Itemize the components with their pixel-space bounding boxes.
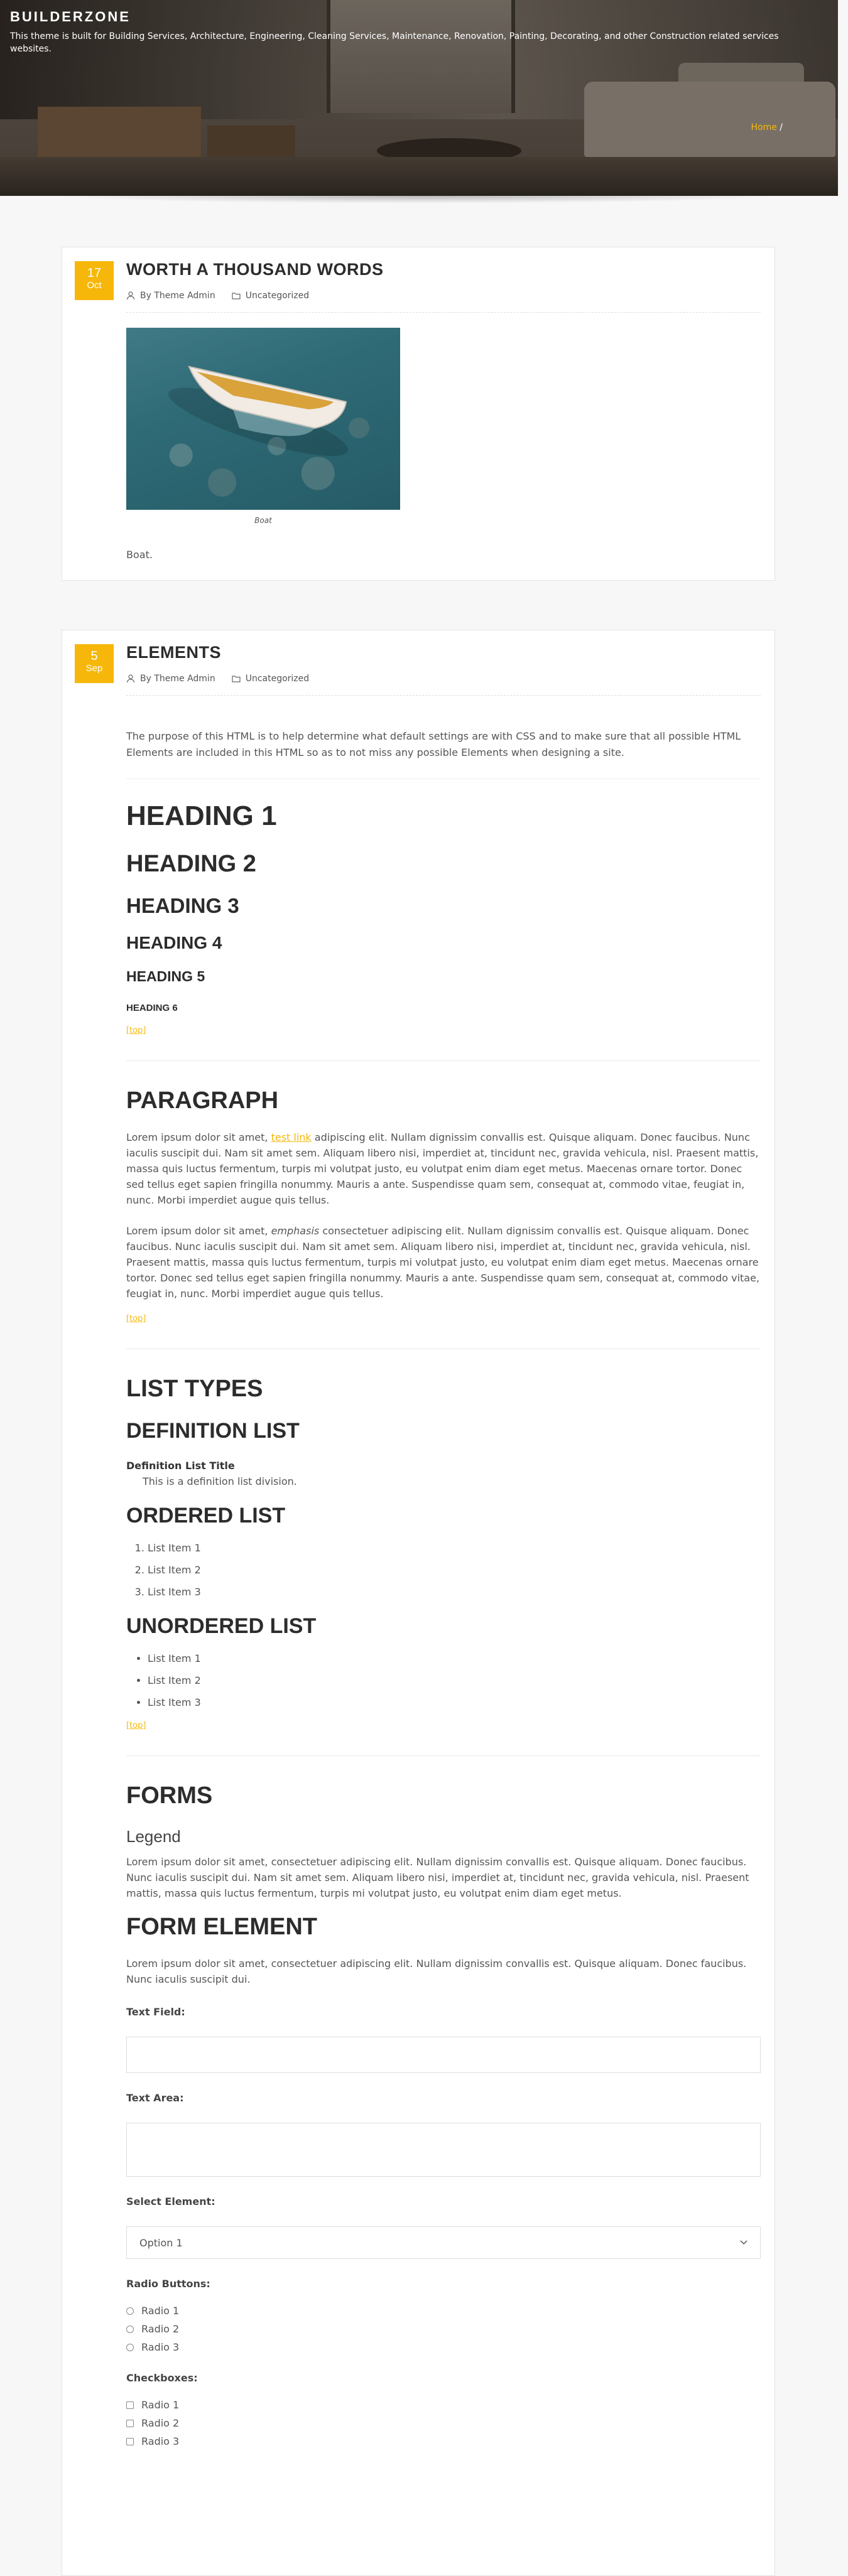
- text-area-input[interactable]: [126, 2123, 761, 2177]
- breadcrumb-home-link[interactable]: Home: [751, 122, 777, 132]
- folder-icon: [232, 674, 241, 683]
- definition-description: This is a definition list division.: [143, 1475, 297, 1487]
- forms-paragraph: Lorem ipsum dolor sit amet, consectetuer adipiscing elit. Nullam dignissim convallis est. Quisque aliquam. Donec faucibus. Nunc iaculis suscipit dui. Nam sit amet sem. Aliquam libero nisi, imperdiet at, tincidunt nec, gravida vehicula, nisl. Praesent mattis, massa quis luctus fermentum, turpis mi volutpat justo, eu volutpat enim diam eget metus.: [126, 1856, 749, 1899]
- heading-2: HEADING 2: [126, 851, 256, 877]
- list-item: • List Item 2: [148, 1674, 761, 1686]
- form-legend: Legend: [126, 1827, 181, 1846]
- breadcrumb: [751, 122, 783, 132]
- forms-heading: FORMS: [126, 1782, 213, 1809]
- definition-list-heading: DEFINITION LIST: [126, 1419, 300, 1443]
- text-field-label: Text Field:: [126, 2006, 185, 2018]
- heading-4: HEADING 4: [126, 933, 222, 952]
- top-link[interactable]: [top]: [126, 1314, 146, 1323]
- radio-option[interactable]: [126, 2305, 761, 2317]
- date-month: Sep: [85, 663, 103, 674]
- list-types-heading: LIST TYPES: [126, 1376, 263, 1402]
- radio-group: [126, 2305, 761, 2353]
- radio-group-label: Radio Buttons:: [126, 2278, 210, 2290]
- section-divider: [126, 1755, 761, 1756]
- select-dropdown[interactable]: [126, 2226, 761, 2259]
- breadcrumb-separator: /: [780, 122, 783, 132]
- paragraph-heading: PARAGRAPH: [126, 1087, 279, 1114]
- banner-overlay: [0, 0, 838, 196]
- radio-label: Radio 1: [141, 2305, 180, 2317]
- section-divider: [126, 1060, 761, 1061]
- header-banner: [0, 0, 838, 196]
- checkbox-label: Radio 2: [141, 2417, 180, 2429]
- checkbox-label: Radio 3: [141, 2435, 180, 2447]
- banner-shadow: [0, 196, 838, 205]
- paragraph-2-end: consectetuer adipiscing elit. Nullam dignissim convallis est. Quisque aliquam. Donec faucibus. Nunc iaculis suscipit dui. Nam sit amet sem. Aliquam libero nisi, imperdiet at, tincidunt nec, gravida vehicula, nisl. Praesent mattis, massa quis luctus fermentum, turpis mi volutpat justo, eu volutpat enim diam eget metus. Maecenas ornare tortor. Donec sed tellus eget sapien fringilla nonummy. Mauris a ante. Suspendisse quam sem, consequat at, commodo vitae, feugiat in, nunc. Morbi imperdiet augue quis tellus.: [126, 1225, 760, 1300]
- test-link[interactable]: test link: [271, 1131, 312, 1143]
- checkbox-option[interactable]: [126, 2399, 761, 2411]
- heading-3: HEADING 3: [126, 894, 239, 917]
- emphasis-text: emphasis: [271, 1225, 320, 1237]
- radio-option[interactable]: [126, 2341, 761, 2353]
- image-caption: Boat: [254, 516, 272, 525]
- checkbox[interactable]: [126, 2438, 134, 2445]
- post-meta: [126, 291, 761, 313]
- post-title[interactable]: ELEMENTS: [126, 643, 222, 662]
- date-badge: [75, 644, 114, 683]
- date-day: 17: [87, 266, 102, 280]
- site-tagline: This theme is built for Building Services, Architecture, Engineering, Cleaning Services, Maintenance, Renovation, Painting, Decorating, and other Construction related services websites.: [10, 31, 779, 54]
- radio-label: Radio 2: [141, 2323, 180, 2335]
- post-excerpt: Boat.: [126, 549, 153, 561]
- paragraph-1-end: adipiscing elit. Nullam dignissim convallis est. Quisque aliquam. Donec faucibus. Nunc iaculis suscipit dui. Nam sit amet sem. Aliquam libero nisi, imperdiet at, tincidunt nec, gravida vehicula, nisl. Praesent mattis, massa quis luctus fermentum, turpis mi volutpat justo, eu volutpat enim diam eget metus. Maecenas ornare tortor. Donec sed tellus eget sapien fringilla nonummy. Mauris a ante. Suspendisse quam sem, consequat at, commodo vitae, feugiat in, nunc. Morbi imperdiet augue quis tellus.: [126, 1131, 759, 1206]
- radio-button[interactable]: [126, 2344, 134, 2351]
- paragraph-1-start: Lorem ipsum dolor sit amet,: [126, 1131, 271, 1143]
- checkbox-label: Radio 1: [141, 2399, 180, 2411]
- user-icon: [126, 291, 135, 300]
- unordered-list: [126, 1652, 761, 1708]
- text-area-label: Text Area:: [126, 2092, 184, 2104]
- paragraph-2-start: Lorem ipsum dolor sit amet,: [126, 1225, 271, 1237]
- top-link[interactable]: [top]: [126, 1026, 146, 1035]
- checkbox-option[interactable]: [126, 2417, 761, 2429]
- post-category[interactable]: Uncategorized: [245, 291, 310, 301]
- post-card: [62, 630, 775, 2576]
- ordered-list-heading: ORDERED LIST: [126, 1504, 286, 1528]
- unordered-list-heading: UNORDERED LIST: [126, 1614, 317, 1638]
- heading-1: HEADING 1: [126, 800, 277, 831]
- select-value: Option 1: [139, 2236, 183, 2249]
- radio-button[interactable]: [126, 2307, 134, 2315]
- user-icon: [126, 674, 135, 683]
- form-element-heading: FORM ELEMENT: [126, 1914, 317, 1940]
- heading-5: HEADING 5: [126, 968, 205, 984]
- radio-button[interactable]: [126, 2325, 134, 2333]
- heading-6: HEADING 6: [126, 1003, 178, 1013]
- paragraph-1: [126, 1129, 761, 1208]
- site-title[interactable]: BUILDERZONE: [10, 9, 131, 24]
- intro-paragraph: The purpose of this HTML is to help determine what default settings are with CSS and to make sure that all possible HTML Elements are included in this HTML so as to not miss any possible Elements when designing a site.: [126, 728, 761, 779]
- checkbox-group-label: Checkboxes:: [126, 2372, 198, 2384]
- definition-term: Definition List Title: [126, 1460, 235, 1472]
- checkbox[interactable]: [126, 2401, 134, 2409]
- list-item: 2. List Item 2: [148, 1564, 761, 1576]
- list-item: 3. List Item 3: [148, 1586, 761, 1598]
- post-category[interactable]: Uncategorized: [245, 674, 310, 684]
- checkbox-option[interactable]: [126, 2435, 761, 2447]
- folder-icon: [232, 291, 241, 300]
- radio-option[interactable]: [126, 2323, 761, 2335]
- date-badge: [75, 261, 114, 300]
- radio-label: Radio 3: [141, 2341, 180, 2353]
- list-item: 1. List Item 1: [148, 1542, 761, 1554]
- checkbox[interactable]: [126, 2420, 134, 2427]
- date-day: 5: [90, 649, 98, 663]
- checkbox-group: [126, 2399, 761, 2447]
- ordered-list: [126, 1542, 761, 1598]
- list-item: • List Item 3: [148, 1696, 761, 1708]
- chevron-down-icon: [740, 2240, 747, 2245]
- post-author[interactable]: By Theme Admin: [140, 291, 215, 301]
- post-author[interactable]: By Theme Admin: [140, 674, 215, 684]
- date-month: Oct: [87, 280, 102, 291]
- top-link[interactable]: [top]: [126, 1721, 146, 1730]
- select-label: Select Element:: [126, 2196, 215, 2207]
- post-card: [62, 247, 775, 581]
- post-figure: [126, 328, 400, 525]
- post-meta: [126, 674, 761, 696]
- boat-illustration: [126, 328, 400, 510]
- paragraph-2: [126, 1223, 761, 1301]
- list-item: • List Item 1: [148, 1652, 761, 1664]
- form-element-paragraph: Lorem ipsum dolor sit amet, consectetuer adipiscing elit. Nullam dignissim convallis est. Quisque aliquam. Donec faucibus. Nunc iaculis suscipit dui.: [126, 1958, 747, 1985]
- boat-image[interactable]: [126, 328, 400, 510]
- text-field-input[interactable]: [126, 2037, 761, 2073]
- post-title[interactable]: WORTH A THOUSAND WORDS: [126, 260, 384, 279]
